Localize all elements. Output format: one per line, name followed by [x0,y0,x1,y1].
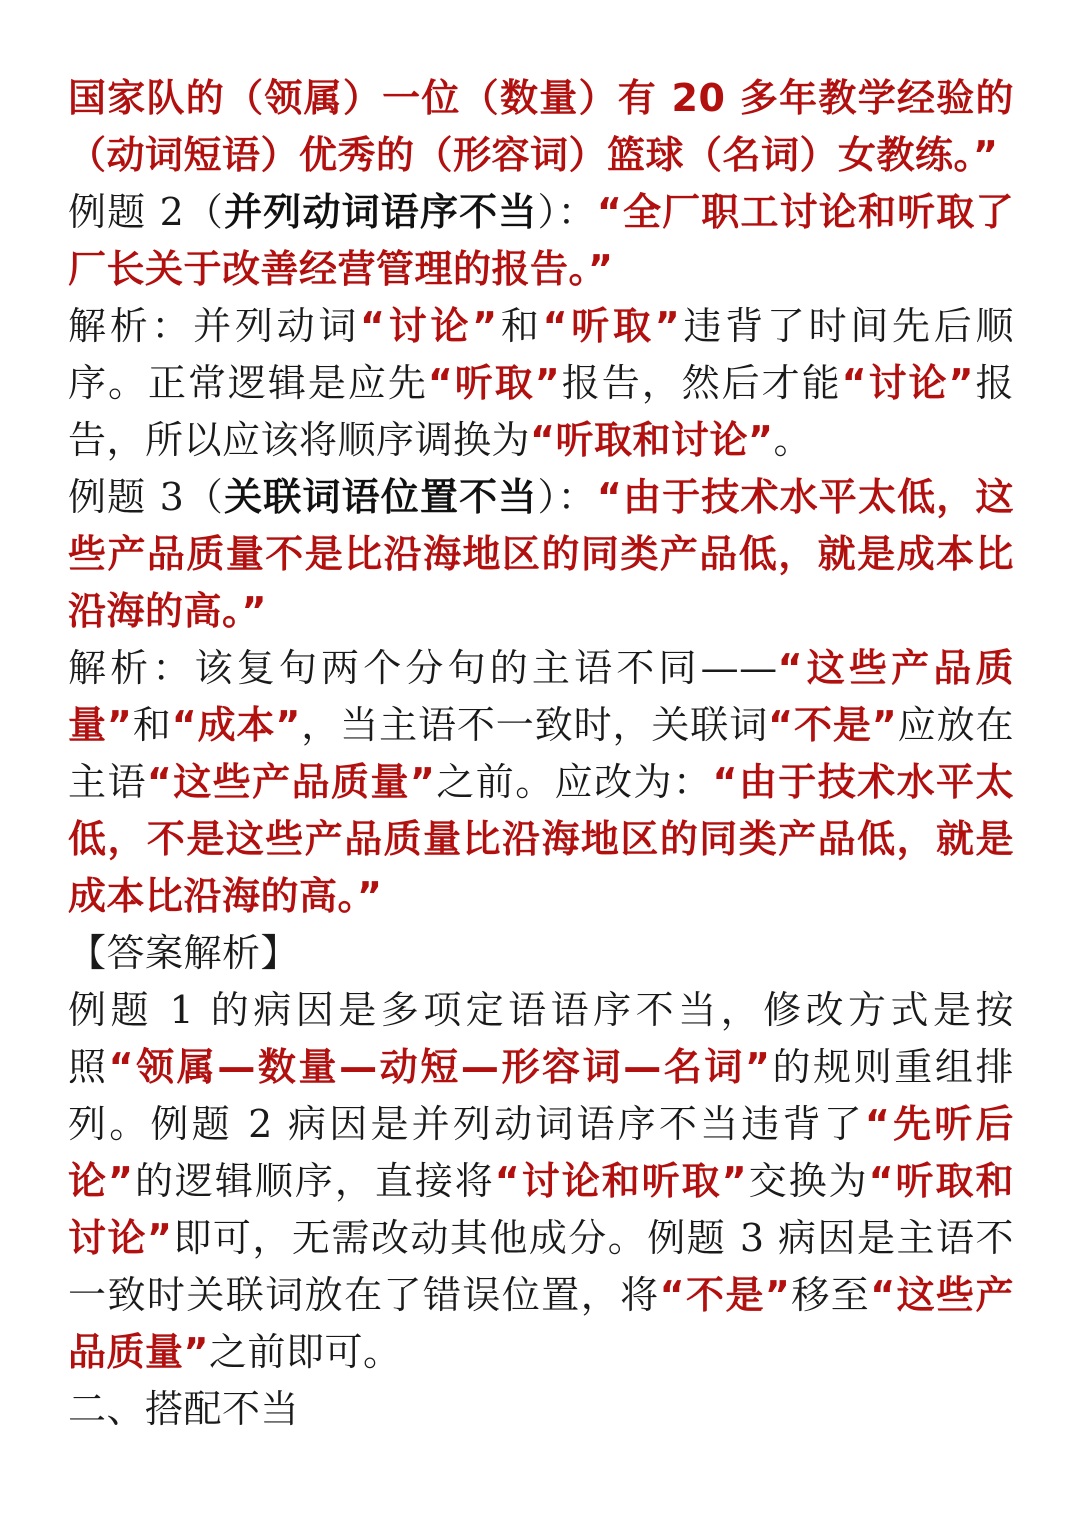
text-paragraph [68,70,1014,184]
body-text: ）： [537,190,597,234]
text-paragraph [68,640,1014,925]
text-paragraph [68,184,1014,298]
highlighted-text: “由于技术水平太低，这些产品质量不是比沿海地区的同类产品低，就是成本比沿海的高。” [68,475,1014,633]
highlighted-text: “讨论和听取” [494,1159,748,1203]
highlighted-text: “由于技术水平太低，不是这些产品质量比沿海地区的同类产品低，就是成本比沿海的高。” [68,760,1014,918]
body-text: 应放在主语 [68,703,1014,804]
highlighted-text: “成本” [171,703,301,747]
highlighted-text: “先听后论” [68,1102,1014,1203]
body-text: 例题 1 的病因是多项定语语序不当，修改方式是按照 [68,988,1014,1089]
highlighted-text: “听取和讨论” [530,418,774,462]
body-text: 违背了时间先后顺序。正常逻辑是应先 [68,304,1014,405]
highlighted-text: “不是” [768,703,898,747]
highlighted-text: “讨论” [841,361,975,405]
bold-text: 关联词语位置不当 [224,475,538,519]
body-text: 和 [132,703,172,747]
highlighted-text: “这些产品质量” [68,1273,1014,1374]
highlighted-text: “全厂职工讨论和听取了厂长关于改善经营管理的报告。” [68,190,1014,291]
body-text: 【答案解析】 [68,931,300,975]
body-text: ，当主语不一致时，关联词 [300,703,769,747]
body-text: 之前。应改为： [435,760,713,804]
text-paragraph [68,1381,1014,1438]
body-text: 之前即可。 [208,1330,402,1374]
highlighted-text: “这些产品质量” [68,646,1014,747]
body-text: 的逻辑顺序，直接将 [133,1159,495,1203]
body-text: 。 [773,418,812,462]
highlighted-text: “听取和讨论” [68,1159,1014,1260]
text-paragraph [68,298,1014,469]
text-paragraph [68,469,1014,640]
text-paragraph [68,925,1014,982]
body-text: 例题 2（ [68,190,225,234]
bold-text: 并列动词语序不当 [224,190,538,234]
highlighted-text: “听取” [542,304,681,348]
body-text: ）： [537,475,597,519]
body-text: 报告，所以应该将顺序调换为 [68,361,1014,462]
body-text: 报告，然后才能 [560,361,842,405]
body-text: 例题 3（ [68,475,225,519]
highlighted-text: “讨论” [360,304,498,348]
highlighted-text: 国家队的（领属）一位（数量）有 20 多年教学经验的（动词短语）优秀的（形容词）篮球（名词）女教练。” [68,76,1014,177]
body-text: 二、搭配不当 [68,1387,300,1431]
body-text: 解析：该复句两个分句的主语不同—— [68,646,778,690]
highlighted-text: “领属—数量—动短—形容词—名词” [108,1045,771,1089]
body-text: 交换为 [747,1159,869,1203]
text-paragraph [68,982,1014,1381]
highlighted-text: “不是” [659,1273,791,1317]
body-text: 的规则重组排列。例题 2 病因是并列动词语序不当违背了 [68,1045,1014,1146]
body-text: 和 [497,304,543,348]
body-text: 移至 [790,1273,871,1317]
highlighted-text: “这些产品质量” [146,760,436,804]
body-text: 即可，无需改动其他成分。例题 3 病因是主语不一致时关联词放在了错误位置，将 [68,1216,1014,1317]
body-text: 解析：并列动词 [68,304,361,348]
highlighted-text: “听取” [427,361,561,405]
